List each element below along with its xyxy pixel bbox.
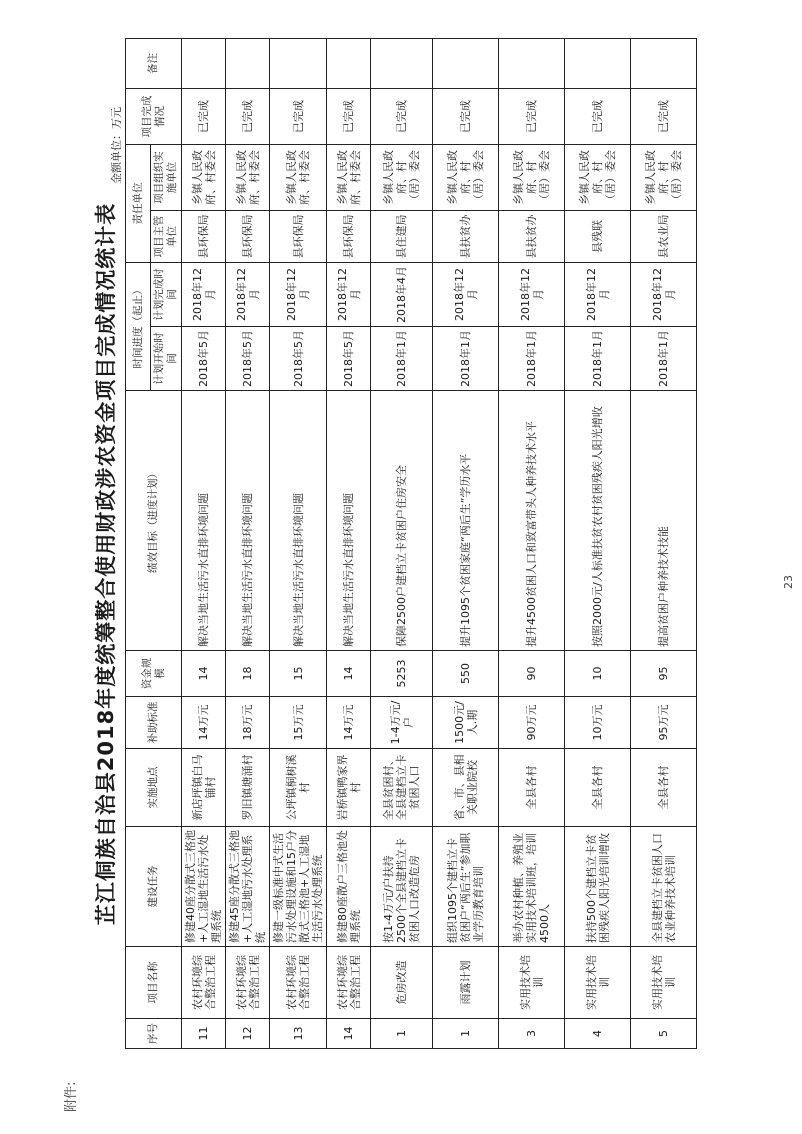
header-responsibility-group: 责任单位 [126,145,151,263]
cell-fund-scale: 15 [270,651,327,697]
header-subsidy: 补助标准 [126,697,182,749]
cell-status: 已完成 [182,89,226,145]
cell-subsidy: 1500元/人.期 [433,697,499,749]
cell-remark [565,39,631,89]
cell-status: 已完成 [433,89,499,145]
cell-target: 解决当地生活污水直排环境问题 [270,391,327,651]
cell-seq: 14 [327,1019,371,1049]
table-row [631,39,697,1049]
cell-end: 2018年12月 [270,263,327,327]
cell-remark [226,39,270,89]
cell-subsidy: 15万元 [270,697,327,749]
cell-seq: 11 [182,1019,226,1049]
cell-end: 2018年12月 [499,263,565,327]
cell-start: 2018年1月 [371,327,433,391]
cell-dept: 县扶贫办 [499,211,565,263]
cell-dept: 县环保局 [226,211,270,263]
cell-content: 全县建档立卡贫困人口农业种养技术培训 [631,827,697,947]
cell-start: 2018年1月 [631,327,697,391]
cell-subsidy: 14万元 [182,697,226,749]
cell-seq: 13 [270,1019,327,1049]
cell-remark [499,39,565,89]
cell-seq: 4 [565,1019,631,1049]
cell-project-name: 农村环境综合整治工程 [182,947,226,1019]
cell-fund-scale: 14 [327,651,371,697]
cell-start: 2018年1月 [499,327,565,391]
cell-project-name: 实用技术培训 [499,947,565,1019]
cell-start: 2018年5月 [327,327,371,391]
cell-content: 修建80座散户三格池处理系统 [327,827,371,947]
cell-subsidy: 18万元 [226,697,270,749]
project-table [125,38,697,1049]
cell-org: 乡镇人民政府、村（居）委会 [565,145,631,211]
header-status: 项目完成情况 [126,89,182,145]
cell-project-name: 雨露计划 [433,947,499,1019]
cell-org: 乡镇人民政府、村（居）委会 [371,145,433,211]
cell-dept: 县农业局 [631,211,697,263]
cell-end: 2018年12月 [565,263,631,327]
cell-project-name: 实用技术培训 [565,947,631,1019]
header-time-group: 时间进度（起止） [126,263,151,391]
cell-start: 2018年5月 [270,327,327,391]
header-org: 项目组织实施单位 [151,145,182,211]
cell-location: 省、市、县相关职业院校 [433,749,499,827]
page-title: 芷江侗族自治县2018年度统筹整合使用财政涉农资金项目完成情况统计表 [94,202,118,926]
cell-target: 解决当地生活污水直排环境问题 [327,391,371,651]
cell-subsidy: 95万元 [631,697,697,749]
cell-location: 罗旧镇塘涌村 [226,749,270,827]
header-end: 计划完成时间 [151,263,182,327]
cell-fund-scale: 14 [182,651,226,697]
cell-end: 2018年12月 [182,263,226,327]
cell-subsidy: 1-4万元/户 [371,697,433,749]
cell-location: 全县各村 [565,749,631,827]
header-target: 绩效目标（进度计划） [126,391,182,651]
header-dept: 项目主管单位 [151,211,182,263]
cell-org: 乡镇人民政府、村委会 [226,145,270,211]
cell-content: 举办农村种植、养殖业实用技术培训班，培训4500人 [499,827,565,947]
cell-end: 2018年12月 [433,263,499,327]
cell-end: 2018年12月 [327,263,371,327]
cell-dept: 县住建局 [371,211,433,263]
unit-label: 金额单位：万元 [110,107,123,184]
cell-status: 已完成 [499,89,565,145]
project-table-wrap [125,39,697,1049]
header-fund-scale: 资金规模 [126,651,182,697]
cell-seq: 5 [631,1019,697,1049]
cell-content: 修建40座分散式三格池+人工湿地生活污水处理系统 [182,827,226,947]
table-row [327,39,371,1049]
header-project-name: 项目名称 [126,947,182,1019]
cell-project-name: 农村环境综合整治工程 [226,947,270,1019]
cell-status: 已完成 [327,89,371,145]
cell-location: 全县各村 [631,749,697,827]
cell-target: 解决当地生活污水直排环境问题 [226,391,270,651]
cell-project-name: 危房改造 [371,947,433,1019]
table-row [226,39,270,1049]
cell-subsidy: 10万元 [565,697,631,749]
cell-content: 扶持500个建档立卡贫困残疾人阳光培训增收 [565,827,631,947]
cell-project-name: 农村环境综合整治工程 [270,947,327,1019]
cell-fund-scale: 90 [499,651,565,697]
cell-end: 2018年12月 [631,263,697,327]
cell-status: 已完成 [371,89,433,145]
cell-target: 解决当地生活污水直排环境问题 [182,391,226,651]
cell-location: 全县贫困村、全县建档立卡贫困人口 [371,749,433,827]
header-content: 建设任务 [126,827,182,947]
table-row [499,39,565,1049]
cell-status: 已完成 [565,89,631,145]
cell-remark [631,39,697,89]
attachment-label: 附件: [64,1081,79,1112]
cell-content: 按1-4万元/户扶持2500个全县建档立卡贫困人口改造危房 [371,827,433,947]
cell-org: 乡镇人民政府、村（居）委会 [631,145,697,211]
cell-project-name: 农村环境综合整治工程 [327,947,371,1019]
cell-subsidy: 90万元 [499,697,565,749]
cell-target: 按照2000元/人标准扶贫农村贫困残疾人阳光增收 [565,391,631,651]
cell-remark [270,39,327,89]
cell-start: 2018年5月 [226,327,270,391]
cell-end: 2018年4月 [371,263,433,327]
cell-content: 修建一级标准中式生活污水处理设施和15户分散式三格池+人工湿地生活污水处理系统 [270,827,327,947]
cell-location: 公坪镇桐树溪村 [270,749,327,827]
cell-seq: 1 [371,1019,433,1049]
table-row [270,39,327,1049]
cell-org: 乡镇人民政府、村（居）委会 [499,145,565,211]
cell-target: 保障2500户建档立卡贫困户住房安全 [371,391,433,651]
cell-fund-scale: 95 [631,651,697,697]
cell-dept: 县环保局 [182,211,226,263]
cell-location: 新店坪镇白马铺村 [182,749,226,827]
cell-dept: 县残联 [565,211,631,263]
cell-dept: 县环保局 [327,211,371,263]
cell-target: 提升4500贫困人口和致富带头人种养技术水平 [499,391,565,651]
cell-seq: 1 [433,1019,499,1049]
page-number: 23 [782,575,795,589]
table-row [182,39,226,1049]
cell-org: 乡镇人民政府、村委会 [327,145,371,211]
cell-fund-scale: 5253 [371,651,433,697]
cell-start: 2018年1月 [433,327,499,391]
table-body [182,39,697,1049]
cell-start: 2018年5月 [182,327,226,391]
cell-remark [327,39,371,89]
cell-fund-scale: 10 [565,651,631,697]
cell-status: 已完成 [270,89,327,145]
cell-subsidy: 14万元 [327,697,371,749]
cell-start: 2018年1月 [565,327,631,391]
cell-fund-scale: 18 [226,651,270,697]
cell-target: 提升1095个贫困家庭“两后生”学历水平 [433,391,499,651]
cell-location: 岩桥镇鸭家界村 [327,749,371,827]
table-row [371,39,433,1049]
cell-status: 已完成 [226,89,270,145]
cell-remark [182,39,226,89]
cell-remark [371,39,433,89]
cell-location: 全县各村 [499,749,565,827]
header-row-1 [126,39,151,1049]
cell-end: 2018年12月 [226,263,270,327]
cell-status: 已完成 [631,89,697,145]
cell-seq: 3 [499,1019,565,1049]
cell-fund-scale: 550 [433,651,499,697]
header-start: 计划开始时间 [151,327,182,391]
header-remark: 备注 [126,39,182,89]
cell-org: 乡镇人民政府、村（居）委会 [433,145,499,211]
table-row [565,39,631,1049]
cell-dept: 县环保局 [270,211,327,263]
cell-project-name: 实用技术培训 [631,947,697,1019]
table-row [433,39,499,1049]
cell-dept: 县扶贫办 [433,211,499,263]
cell-target: 提高贫困户种养技术技能 [631,391,697,651]
header-location: 实施地点 [126,749,182,827]
cell-content: 修建45座分散式三格池+人工湿地污水处理系统 [226,827,270,947]
cell-remark [433,39,499,89]
cell-org: 乡镇人民政府、村委会 [270,145,327,211]
cell-org: 乡镇人民政府、村委会 [182,145,226,211]
cell-seq: 12 [226,1019,270,1049]
header-seq: 序号 [126,1019,182,1049]
cell-content: 组织1095个建档立卡贫困户“两后生”参加职业学历教育培训 [433,827,499,947]
